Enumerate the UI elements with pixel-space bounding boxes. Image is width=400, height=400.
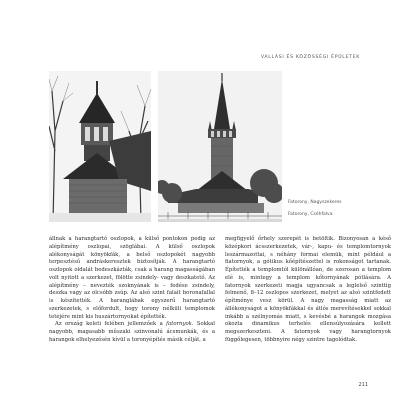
figure-caption: Fatorony, Nagyszekeres xyxy=(288,200,342,205)
text-column-right xyxy=(225,236,391,345)
emphasized-term: fatornyok xyxy=(166,321,192,328)
running-head: VALLÁSI ÉS KÖZÖSSÉGI ÉPÜLETEK xyxy=(260,55,360,60)
text-column-left xyxy=(49,236,215,345)
wooden-church-tower-photo xyxy=(158,71,282,222)
wooden-bell-tower-photo xyxy=(49,71,151,222)
paragraph: állnak a harangtartó oszlopok, a külső pontokon pedig az alépítmény oszlopai, szöglábai. A külső oszlopok alékonyságát könyökfák, a belső oszlopokét nagyobb terpesztésű andráskeresztek biztosítják. A harangtartó oszlopok oldalát bedeszkázták, csak a harang magasságában volt nyitott a szerkezet, fölötte zsindely- vagy deszkatető. Az alépítmény – nevezték szoknyának is – fedése zsindely, deszka vagy az olcsóbb zsúp. Az alsó szint falait boronafallal is készítették. A haranglábak egyszerű harangtartó szerkezetek, s előfordult, hogy torony nélküli templomok tetejére mint kis huszártornyokat építették. xyxy=(49,236,215,320)
paragraph: megfigyelő őrhely szerepét is betöltik. Bizonyosan a késő középkori ácsszerkezetek, vár-, kapu- és templomtornyok leszármazottai, s néhány formai elemük, mint például a fiatornyok, a gótikus kőépítészettel is rokonságot tartanak. Építették a templomtól különállóan, de szorosan a templom elé is, mintegy a templom kőtornyának pótlására. A fatornyok szerkezeti magja ugyancsak a leglelső szinttig felmenő, 8–12 oszlopos szerkezet, melyet az alsó szintfedett építménye vesz körül. A nagy magasság miatt az állékonyságot a könyökfákkal és átlós merevítésekkel sokkal inkább a szélnyomás miatt, s kevésbé a harangok mozgása okozta dinamikus terhelés ellensúlyozására kellett megszerkeszteni. A fatornyok vagy harangtornyok függőlegesen, többnyire négy szintre tagolódtak. xyxy=(225,236,391,343)
figure-caption: Fatorony, Cséhfalva xyxy=(288,212,333,217)
paragraph: Az ország keleti felében jellemzőek a fatornyok. Sokkal nagyobb, magasabb műszaki szinvonalú ácsmunkák, és a harangok elhelyezésén kívül a toronyépítés másik célját, a xyxy=(49,321,215,343)
page-number: 211 xyxy=(358,382,368,388)
